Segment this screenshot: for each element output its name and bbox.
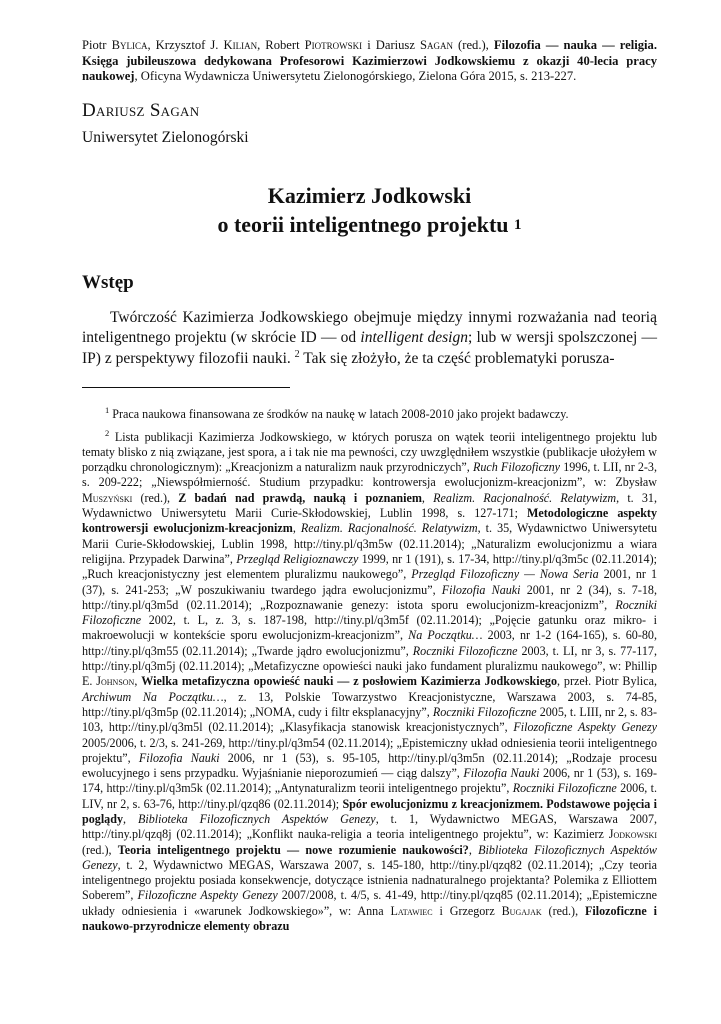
footnote-text: , z. 13, Polskie Towarzystwo Kreacjonistyczne, Warszawa 2003, s. 74-85, http://tiny.pl/q3m5p (02.11.2014); „NOMA, cudy i filtr eksplanacyjny”, — [82, 689, 657, 719]
bibliographic-header — [82, 38, 657, 85]
section-heading: Wstęp — [82, 271, 134, 293]
footnote-2 — [82, 427, 658, 935]
header-publisher: , Oficyna Wydawnicza Uniwersytetu Zielonogórskiego, Zielona Góra 2015, s. 213-227. — [134, 69, 577, 84]
footnote-text: , t. 31, Wydawnictwo Uniwersytetu Marii Curie-Skłodowskiej, Lublin 1998, s. 127-171; — [82, 490, 658, 521]
footnote-separator — [82, 387, 290, 388]
header-author-surname: Kilian — [223, 38, 258, 52]
book-title: Metodologiczne aspekty kontrowersji ewolucjonizm-kreacjonizm — [82, 506, 657, 536]
book-title: Z badań nad prawdą, nauką i poznaniem — [178, 490, 422, 505]
footnote-ref[interactable]: 2 — [294, 348, 300, 360]
header-author-surname: Sagan — [419, 38, 453, 52]
author-name: Dariusz Sagan — [82, 99, 200, 121]
footnote-text: 2005/2006, t. 2/3, s. 241-269, http://tiny.pl/q3m54 (02.11.2014); „Epistemiczny układ odniesienia teorii inteligentnego projektu”, — [82, 735, 657, 765]
paragraph-text: Twórczość Kazimierza Jodkowskiego obejmuje między innymi rozważania nad teorią inteligentnego projektu (w skrócie ID — od — [82, 308, 657, 347]
header-book-title: Filozofia — nauka — religia. Księga jubileuszowa dedykowana Profesorowi Kazimierzowi Jodkowskiemu z okazji 40-lecia pracy naukowej — [82, 38, 657, 84]
journal-title: Filozoficzne Aspekty Genezy — [137, 888, 278, 903]
journal-title: Przegląd Filozoficzny — Nowa Seria — [411, 567, 599, 582]
journal-title: Roczniki Filozoficzne — [432, 704, 537, 719]
footnote-number: 1 — [105, 405, 110, 416]
journal-title: Archiwum Na Początku… — [82, 689, 224, 704]
journal-title: Roczniki Filozoficzne — [412, 643, 518, 658]
journal-title: Filozofia Nauki — [463, 766, 540, 781]
journal-title: Roczniki Filozoficzne — [512, 781, 617, 796]
journal-title: Przegląd Religioznawczy — [236, 551, 359, 566]
footnote-text: , t. 1, Wydawnictwo MEGAS, Warszawa 2007, http://tiny.pl/qzq8j (02.11.2014); „Konflikt nauka-religia a teoria inteligentnego projektu”, w: Kazimierz — [82, 812, 658, 842]
footnote-text: , t. 35, Wydawnictwo Uniwersytetu Marii Curie-Skłodowskiej, Lublin 1998, http://tiny.pl/q3m5w (02.11.2014); „Naturalizm ewolucjonizmu a wiara religijna. Przypadek Darwina”, — [82, 521, 657, 566]
header-author-surname: Piotrowski — [304, 38, 363, 52]
footnote-text: (red.), — [132, 490, 179, 505]
footnote-text: 2006, nr 1 (53), s. 169-174, http://tiny.pl/q3m5k (02.11.2014); „Antynaturalizm teorii inteligentnego projektu”, — [82, 766, 657, 796]
footnote-text: , — [134, 674, 142, 689]
footnote-text: , — [421, 490, 434, 505]
footnote-text: 2001, nr 1 (37), s. 241-253; „W poszukiwaniu twardego jądra ewolucjonizmu”, — [82, 567, 657, 597]
footnote-text: 1996, t. LII, nr 2-3, s. 209-222; „Niewspółmierność. Studium przypadku: kontrowersja ewolucjonizm-kreacjonizm”, w: Zbysław — [82, 460, 657, 490]
header-text: i Dariusz — [362, 38, 420, 52]
book-title: Filozoficzne i naukowo-przyrodnicze elementy obrazu — [82, 903, 658, 934]
body-paragraph — [82, 308, 657, 370]
book-title: Teoria inteligentnego projektu — nowe rozumienie naukowości? — [117, 842, 469, 857]
footnote-text: (red.), — [82, 842, 118, 857]
footnote-text: 2006, nr 1 (53), s. 95-105, http://tiny.pl/q3m5n (02.11.2014); „Rodzaje procesu ewolucyjnego i sens przypadku. Wyjaśnianie nieporozumień — ciąg dalszy”, — [82, 750, 657, 781]
book-title: Wielka metafizyczna opowieść nauki — z posłowiem Kazimierza Jodkowskiego — [141, 674, 558, 689]
footnote-text: Lista publikacji Kazimierza Jodkowskiego, w których porusza on wątek teorii inteligentnego projektu lub tematy blisko z nią związane, jest spora, a i tak nie ma pewności, czy uwzględniłem wszystkie (publikacje ułożyłem w porządku chronologicznym): „Kreacjonizm a naturalizm nauk przyrodniczych”, — [82, 429, 657, 475]
footnote-text: 2005, t. LIII, nr 2, s. 83-103, http://tiny.pl/q3m5l (02.11.2014); „Klasyfikacja stanowisk kreacjonistycznych”, — [82, 704, 657, 735]
journal-title: Roczniki Filozoficzne — [82, 597, 657, 628]
footnote-text: 2002, t. L, z. 3, s. 187-198, http://tiny.pl/q3m5f (02.11.2014); „Pojęcie gatunku oraz mikro- i makroewolucji w kontekście sporu ewolucjonizm-kreacjonizm”, — [82, 613, 657, 643]
footnote-text: , t. 2, Wydawnictwo MEGAS, Warszawa 2007, s. 145-180, http://tiny.pl/qzq82 (02.11.2014); „Czy teoria inteligentnego projektu posiada konsekwencje, dotyczące istnienia nadnaturalnego projektanta? Polemika z Elliottem Soberem”, — [82, 857, 657, 903]
header-text: , Robert — [257, 38, 305, 52]
cited-surname: Muszyński — [82, 490, 133, 505]
footnote-text: 2007/2008, t. 4/5, s. 41-49, http://tiny.pl/qzq85 (02.11.2014); „Epistemiczne układy odniesienia i «warunek Jodkowskiego»”, w: Anna — [82, 888, 657, 918]
footnote-text: 2003, nr 1-2 (164-165), s. 60-80, http://tiny.pl/q3m55 (02.11.2014); „Twarde jądro ewolucjonizmu”, — [82, 628, 657, 658]
paragraph-text: ; lub w wersji spolszczonej — IP) z perspektywy filozofii nauki. — [82, 329, 657, 367]
footnote-text: , — [123, 812, 138, 826]
header-text: Piotr — [82, 38, 112, 52]
cited-surname: Latawiec — [390, 903, 433, 918]
journal-title: Filozoficzne Aspekty Genezy — [513, 720, 657, 735]
footnote-text: (red.), — [541, 903, 585, 918]
footnote-text: 2003, t. LI, nr 3, s. 77-117, http://tiny.pl/q3m5j (02.11.2014); „Metafizyczne opowieści nauki jako fundament pluralizmu naukowego”, w: Phillip E. — [82, 643, 657, 689]
title-line: Kazimierz Jodkowski — [267, 182, 472, 208]
footnote-text: Praca naukowa finansowana ze środków na naukę w latach 2008-2010 jako projekt badawczy. — [109, 407, 569, 422]
header-text: (red.), — [453, 38, 494, 52]
footnote-text: , przeł. Piotr Bylica, — [557, 674, 658, 689]
footnote-text: , — [468, 842, 479, 857]
footnote-text: 2006, t. LIV, nr 2, s. 63-76, http://tiny.pl/qzq86 (02.11.2014); — [82, 781, 657, 811]
journal-title: Filozofia Nauki — [138, 750, 220, 765]
paragraph-emphasis: intelligent design — [360, 329, 468, 347]
header-text: , Krzysztof J. — [147, 38, 224, 52]
footnote-ref[interactable]: 1 — [514, 216, 522, 233]
journal-title: Biblioteka Filozoficznych Aspektów Genezy — [82, 842, 657, 872]
journal-title: Na Początku… — [408, 628, 483, 643]
journal-title: Ruch Filozoficzny — [472, 460, 561, 475]
cited-surname: Johnson — [96, 674, 135, 689]
book-title: Spór ewolucjonizmu z kreacjonizmem. Podstawowe pojęcia i poglądy — [82, 796, 657, 826]
paragraph-text: Tak się złożyło, że ta część problematyki porusza- — [299, 349, 615, 367]
paper-title — [82, 181, 657, 243]
footnote-1 — [82, 407, 657, 422]
cited-surname: Jodkowski — [608, 827, 657, 842]
footnote-text: 2001, nr 2 (34), s. 7-18, http://tiny.pl/q3m5d (02.11.2014); „Rozpoznawanie genezy: istota sporu ewolucjonizm-kreacjonizm”, — [82, 582, 657, 612]
title-line: o teorii inteligentnego projektu — [217, 211, 509, 237]
author-affiliation: Uniwersytet Zielonogórski — [82, 128, 249, 146]
journal-title: Biblioteka Filozoficznych Aspektów Genezy — [137, 812, 376, 826]
header-author-surname: Bylica — [111, 38, 148, 52]
footnote-text: 1999, nr 1 (191), s. 17-34, http://tiny.pl/q3m5c (02.11.2014); „Ruch kreacjonistyczny jest elementem pluralizmu naukowego”, — [82, 551, 657, 582]
footnote-text: i Grzegorz — [432, 903, 502, 918]
page — [82, 38, 657, 934]
footnote-text: , — [292, 521, 301, 536]
cited-surname: Bugajak — [501, 903, 542, 918]
journal-title: Realizm. Racjonalność. Relatywizm — [300, 521, 478, 536]
journal-title: Realizm. Racjonalność. Relatywizm — [433, 490, 617, 505]
journal-title: Filozofia Nauki — [441, 582, 521, 597]
footnote-number: 2 — [105, 427, 110, 438]
